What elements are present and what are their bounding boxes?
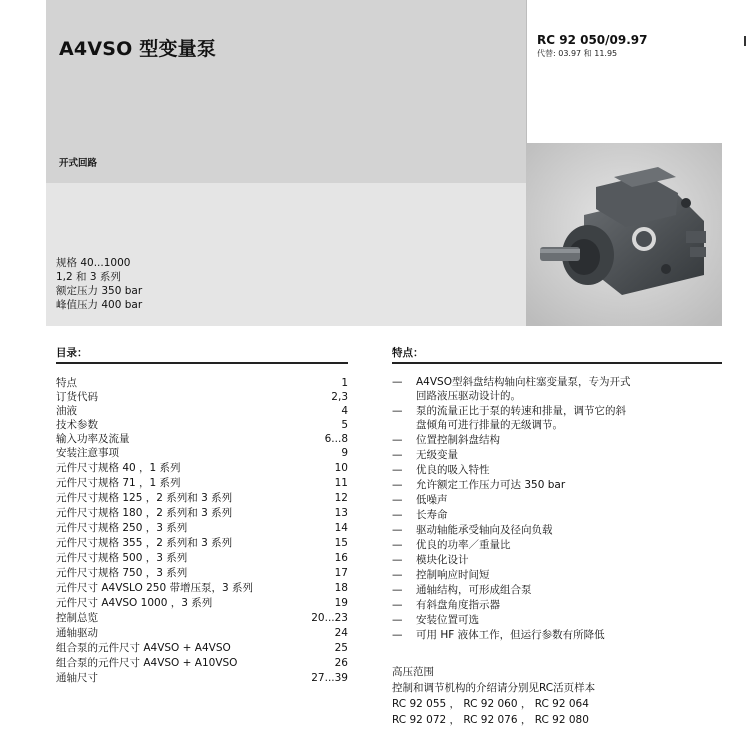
toc-heading: 目录：	[56, 347, 88, 359]
toc-row[interactable]	[56, 521, 348, 535]
feature-text: 低噪声	[416, 494, 448, 506]
toc-label: 油液	[56, 405, 77, 417]
feature-text: 位置控制斜盘结构	[416, 434, 500, 446]
toc-row[interactable]	[56, 404, 348, 418]
toc-label: 元件尺寸 A4VSO 1000 ，3 系列	[56, 597, 213, 609]
toc-page: 9	[341, 447, 348, 459]
toc-row[interactable]	[56, 390, 348, 404]
feature-text: 控制响应时间短	[416, 569, 490, 581]
related-docs-line-1: RC 92 055 ， RC 92 060 ， RC 92 064	[392, 698, 589, 710]
toc-label: 控制总览	[56, 612, 98, 624]
toc-page: 6...8	[324, 433, 348, 445]
toc-row[interactable]	[56, 671, 348, 685]
toc-page: 11	[334, 477, 348, 489]
spec-series: 1,2 和 3 系列	[56, 271, 121, 283]
feature-text: A4VSO型斜盘结构轴向柱塞变量泵，专为开式	[416, 376, 631, 388]
feature-text: 优良的吸入特性	[416, 464, 490, 476]
toc-page: 20...23	[311, 612, 348, 624]
feature-text-cont: 盘倾角可进行排量的无级调节。	[416, 419, 563, 431]
toc-page: 18	[334, 582, 348, 594]
dash-bullet: —	[392, 479, 403, 491]
dash-bullet: —	[392, 599, 403, 611]
high-pressure-title: 高压范围	[392, 666, 434, 678]
dash-bullet: —	[392, 434, 403, 446]
header-divider	[526, 0, 527, 143]
toc-page: 14	[334, 522, 348, 534]
toc-page: 10	[334, 462, 348, 474]
page-edge-mark	[744, 36, 746, 46]
toc-row[interactable]	[56, 491, 348, 505]
dash-bullet: —	[392, 569, 403, 581]
pump-photo	[526, 143, 722, 326]
feature-text-cont: 回路液压驱动设计的。	[416, 390, 521, 402]
dash-bullet: —	[392, 449, 403, 461]
toc-row[interactable]	[56, 581, 348, 595]
document-number: RC 92 050/09.97	[537, 33, 648, 47]
dash-bullet: —	[392, 524, 403, 536]
toc-page: 17	[334, 567, 348, 579]
toc-page: 12	[334, 492, 348, 504]
header-background	[46, 0, 526, 183]
toc-page: 4	[341, 405, 348, 417]
toc-row[interactable]	[56, 536, 348, 550]
features-rule	[392, 362, 722, 364]
toc-label: 元件尺寸规格 180 ，2 系列和 3 系列	[56, 507, 233, 519]
dash-bullet: —	[392, 629, 403, 641]
toc-rule	[56, 362, 348, 364]
toc-row[interactable]	[56, 551, 348, 565]
toc-label: 组合泵的元件尺寸 A4VSO + A4VSO	[56, 642, 231, 654]
toc-row[interactable]	[56, 506, 348, 520]
toc-label: 通轴尺寸	[56, 672, 98, 684]
spec-size: 规格 40...1000	[56, 257, 131, 269]
high-pressure-note: 控制和调节机构的介绍请分别见RC活页样本	[392, 682, 596, 694]
toc-label: 元件尺寸规格 500 ，3 系列	[56, 552, 188, 564]
dash-bullet: —	[392, 584, 403, 596]
dash-bullet: —	[392, 376, 403, 388]
dash-bullet: —	[392, 494, 403, 506]
toc-page: 19	[334, 597, 348, 609]
spec-box	[46, 183, 526, 326]
page-title: A4VSO 型变量泵	[59, 38, 217, 60]
toc-row[interactable]	[56, 611, 348, 625]
toc-label: 订货代码	[56, 391, 98, 403]
toc-label: 元件尺寸规格 125 ，2 系列和 3 系列	[56, 492, 233, 504]
toc-row[interactable]	[56, 432, 348, 446]
dash-bullet: —	[392, 405, 403, 417]
circuit-type-heading: 开式回路	[59, 158, 98, 169]
toc-row[interactable]	[56, 626, 348, 640]
feature-text: 驱动轴能承受轴向及径向负载	[416, 524, 553, 536]
replaces-note: 代替: 03.97 和 11.95	[537, 49, 618, 58]
toc-page: 16	[334, 552, 348, 564]
toc-page: 15	[334, 537, 348, 549]
toc-row[interactable]	[56, 376, 348, 390]
toc-label: 元件尺寸规格 250 ，3 系列	[56, 522, 188, 534]
toc-label: 组合泵的元件尺寸 A4VSO + A10VSO	[56, 657, 238, 669]
feature-text: 允许额定工作压力可达 350 bar	[416, 479, 566, 491]
spec-peak-pressure: 峰值压力 400 bar	[56, 299, 143, 311]
feature-text: 无级变量	[416, 449, 458, 461]
dash-bullet: —	[392, 509, 403, 521]
feature-text: 可用 HF 液体工作，但运行参数有所降低	[416, 629, 605, 641]
toc-page: 1	[341, 377, 348, 389]
toc-label: 元件尺寸规格 40 ，1 系列	[56, 462, 181, 474]
toc-page: 26	[334, 657, 348, 669]
spec-rated-pressure: 额定压力 350 bar	[56, 285, 143, 297]
toc-row[interactable]	[56, 566, 348, 580]
axial-piston-pump-icon	[526, 143, 722, 326]
toc-row[interactable]	[56, 641, 348, 655]
feature-text: 有斜盘角度指示器	[416, 599, 500, 611]
toc-label: 技术参数	[56, 419, 98, 431]
dash-bullet: —	[392, 539, 403, 551]
feature-text: 安装位置可选	[416, 614, 479, 626]
toc-label: 元件尺寸规格 355 ，2 系列和 3 系列	[56, 537, 233, 549]
dash-bullet: —	[392, 464, 403, 476]
feature-text: 通轴结构，可形成组合泵	[416, 584, 532, 596]
toc-label: 特点	[56, 377, 77, 389]
toc-row[interactable]	[56, 418, 348, 432]
toc-page: 24	[334, 627, 348, 639]
feature-text: 模块化设计	[416, 554, 469, 566]
toc-label: 通轴驱动	[56, 627, 98, 639]
toc-label: 安装注意事项	[56, 447, 119, 459]
toc-page: 5	[341, 419, 348, 431]
features-heading: 特点：	[392, 347, 424, 359]
toc-row[interactable]	[56, 656, 348, 670]
toc-row[interactable]	[56, 596, 348, 610]
dash-bullet: —	[392, 614, 403, 626]
toc-row[interactable]	[56, 461, 348, 475]
toc-page: 13	[334, 507, 348, 519]
toc-label: 输入功率及流量	[56, 433, 130, 445]
dash-bullet: —	[392, 554, 403, 566]
feature-text: 优良的功率／重量比	[416, 539, 511, 551]
feature-text: 泵的流量正比于泵的转速和排量，调节它的斜	[416, 405, 626, 417]
toc-label: 元件尺寸规格 750 ，3 系列	[56, 567, 188, 579]
toc-label: 元件尺寸 A4VSLO 250 带增压泵，3 系列	[56, 582, 254, 594]
toc-page: 2,3	[331, 391, 348, 403]
toc-page: 27...39	[311, 672, 348, 684]
toc-page: 25	[334, 642, 348, 654]
related-docs-line-2: RC 92 072 ， RC 92 076 ， RC 92 080	[392, 714, 589, 726]
toc-label: 元件尺寸规格 71 ，1 系列	[56, 477, 181, 489]
toc-row[interactable]	[56, 446, 348, 460]
feature-text: 长寿命	[416, 509, 448, 521]
toc-row[interactable]	[56, 476, 348, 490]
